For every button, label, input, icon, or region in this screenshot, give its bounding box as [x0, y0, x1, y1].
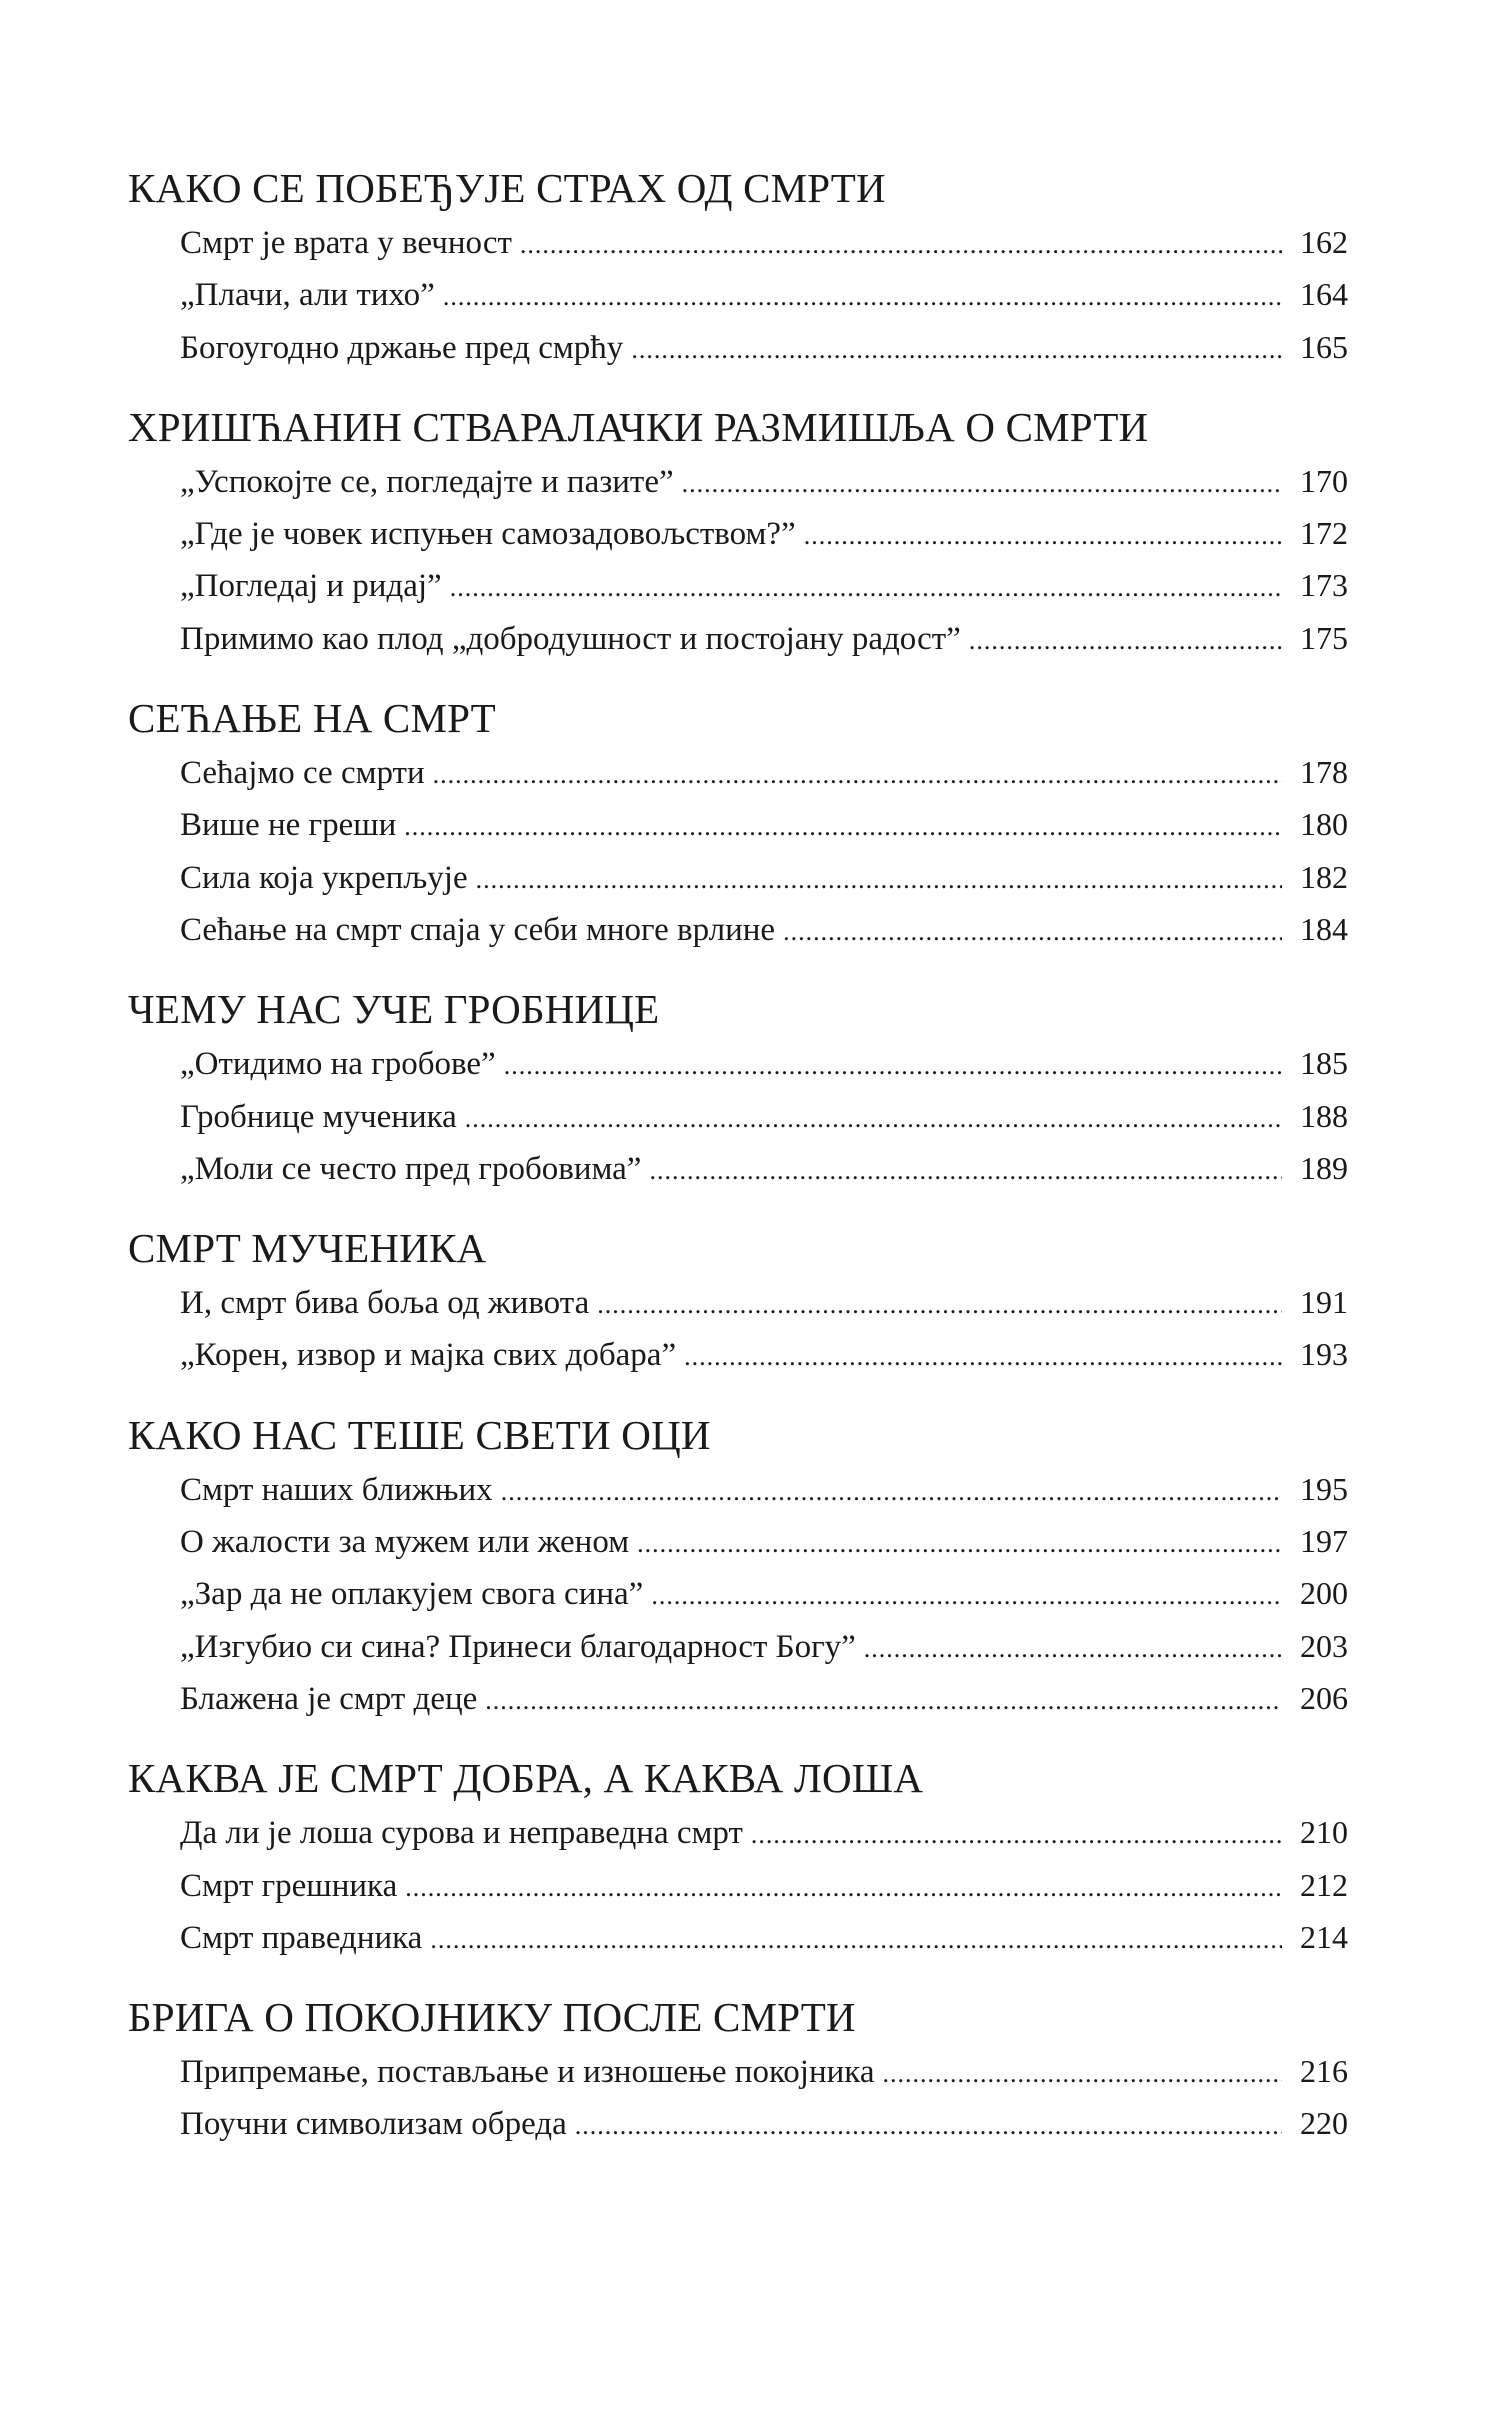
entry-title: О жалости за мужем или женом [180, 1524, 630, 1561]
entry-title: И, смрт бива боља од живота [180, 1285, 590, 1322]
toc-entry [180, 1328, 1348, 1380]
entry-title: Богоугодно држање пред смрћу [180, 329, 624, 366]
toc-section [128, 981, 1348, 1194]
entry-page-number: 162 [1300, 224, 1348, 260]
toc-entry [180, 612, 1348, 664]
section-title: БРИГА О ПОКОЈНИКУ ПОСЛЕ СМРТИ [128, 1994, 856, 2041]
entry-title: „Плачи, али тихо” [180, 277, 435, 314]
dot-leader [520, 219, 1282, 271]
toc-entry [180, 746, 1348, 798]
entry-title: „Изгубио си сина? Принеси благодарност Богу” [180, 1628, 856, 1665]
toc-entry [180, 2045, 1348, 2097]
entry-page-number: 184 [1300, 910, 1348, 947]
entry-title: Гробнице мученика [180, 1098, 457, 1135]
entry-page-number: 165 [1300, 328, 1348, 365]
toc-section [128, 160, 1348, 373]
dot-leader [465, 1093, 1282, 1145]
toc-entry [180, 1806, 1348, 1858]
dot-leader [450, 562, 1282, 614]
section-title: СЕЋАЊЕ НА СМРТ [128, 695, 496, 742]
section-title: ХРИШЋАНИН СТВАРАЛАЧКИ РАЗМИШЉА О СМРТИ [128, 403, 1149, 450]
entry-title: Смрт наших ближњих [180, 1471, 493, 1508]
toc-entry [180, 1037, 1348, 1089]
entry-title: Смрт грешника [180, 1867, 398, 1904]
toc-section [128, 1220, 1348, 1381]
entry-page-number: 216 [1300, 2053, 1348, 2090]
toc-entry [180, 1620, 1348, 1672]
entry-page-number: 195 [1300, 1470, 1348, 1507]
toc-entry [180, 1142, 1348, 1194]
dot-leader [433, 749, 1282, 801]
dot-leader [783, 906, 1282, 958]
toc-entry [180, 903, 1348, 955]
entry-title: Примимо као плод „добродушност и постојану радост” [180, 620, 961, 657]
dot-leader [882, 2048, 1282, 2100]
entry-page-number: 191 [1300, 1284, 1348, 1321]
toc-entry [180, 1672, 1348, 1724]
section-title: КАКО СЕ ПОБЕЂУЈЕ СТРАХ ОД СМРТИ [128, 165, 886, 211]
toc-entry [180, 1276, 1348, 1328]
dot-leader [443, 271, 1282, 323]
entry-page-number: 188 [1300, 1097, 1348, 1134]
dot-leader [476, 854, 1282, 906]
entry-title: Поучни символизам обреда [180, 2106, 567, 2143]
dot-leader [501, 1466, 1282, 1518]
entry-title: Сећајмо се смрти [180, 755, 425, 792]
toc-entry [180, 1463, 1348, 1515]
dot-leader [575, 2100, 1282, 2152]
dot-leader [597, 1279, 1282, 1331]
entry-page-number: 164 [1300, 276, 1348, 313]
dot-leader [404, 801, 1282, 853]
toc-entry [180, 1515, 1348, 1567]
toc-section [128, 690, 1348, 955]
dot-leader [864, 1623, 1282, 1675]
dot-leader [804, 510, 1282, 562]
dot-leader [682, 458, 1282, 510]
entry-title: Сила која укрепљује [180, 859, 468, 896]
entry-page-number: 193 [1300, 1336, 1348, 1373]
toc-entry [180, 1859, 1348, 1911]
entry-page-number: 197 [1300, 1523, 1348, 1560]
toc-section [128, 399, 1348, 664]
entry-page-number: 203 [1300, 1627, 1348, 1664]
section-title: ЧЕМУ НАС УЧЕ ГРОБНИЦЕ [128, 986, 660, 1033]
entry-title: Смрт праведника [180, 1919, 423, 1956]
toc-entry [180, 455, 1348, 507]
dot-leader [631, 324, 1282, 376]
entry-title: „Моли се често пред гробовима” [180, 1150, 642, 1187]
toc-entry [180, 798, 1348, 850]
dot-leader [684, 1331, 1282, 1383]
entry-page-number: 178 [1300, 754, 1348, 791]
entry-page-number: 189 [1300, 1149, 1348, 1186]
dot-leader [430, 1914, 1282, 1966]
toc-section [128, 1989, 1348, 2150]
section-title: КАКО НАС ТЕШЕ СВЕТИ ОЦИ [128, 1411, 711, 1458]
dot-leader [405, 1862, 1282, 1914]
dot-leader [637, 1518, 1282, 1570]
entry-page-number: 172 [1300, 515, 1348, 552]
entry-title: „Где је човек испуњен самозадовољством?” [180, 516, 796, 553]
entry-page-number: 170 [1300, 462, 1348, 499]
entry-title: „Зар да не оплакујем свога сина” [180, 1576, 644, 1613]
toc-entry [180, 1567, 1348, 1619]
entry-page-number: 173 [1300, 567, 1348, 604]
entry-page-number: 214 [1300, 1918, 1348, 1955]
dot-leader [969, 615, 1282, 667]
entry-title: „Успокојте се, погледајте и пазите” [180, 463, 674, 500]
entry-title: „Корен, извор и мајка свих добара” [180, 1337, 677, 1374]
dot-leader [504, 1040, 1282, 1092]
entry-title: Припремање, постављање и изношење покојника [180, 2054, 875, 2091]
entry-page-number: 212 [1300, 1866, 1348, 1903]
toc-entry [180, 1090, 1348, 1142]
entry-page-number: 182 [1300, 858, 1348, 895]
toc-entry [180, 268, 1348, 320]
toc-section [128, 1750, 1348, 1963]
entry-page-number: 180 [1300, 806, 1348, 843]
dot-leader [751, 1809, 1282, 1861]
dot-leader [649, 1145, 1282, 1197]
dot-leader [651, 1570, 1282, 1622]
dot-leader [485, 1675, 1282, 1727]
entry-title: Сећање на смрт спаја у себи многе врлине [180, 911, 776, 948]
section-title: КАКВА ЈЕ СМРТ ДОБРА, А КАКВА ЛОША [128, 1755, 924, 1802]
entry-page-number: 206 [1300, 1679, 1348, 1716]
toc-entry [180, 1911, 1348, 1963]
entry-title: Више не греши [180, 807, 397, 844]
toc-section [128, 1407, 1348, 1724]
toc-entry [180, 559, 1348, 611]
entry-page-number: 175 [1300, 619, 1348, 656]
table-of-contents [128, 160, 1348, 2176]
entry-title: „Отидимо на гробове” [180, 1046, 496, 1083]
entry-title: Да ли је лоша сурова и неправедна смрт [180, 1815, 743, 1852]
toc-entry [180, 2097, 1348, 2149]
toc-entry [180, 851, 1348, 903]
entry-title: Смрт је врата у вечност [180, 225, 512, 261]
toc-entry [180, 507, 1348, 559]
entry-page-number: 185 [1300, 1045, 1348, 1082]
entry-page-number: 210 [1300, 1814, 1348, 1851]
section-title: СМРТ МУЧЕНИКА [128, 1225, 487, 1272]
toc-entry [180, 216, 1348, 268]
entry-page-number: 200 [1300, 1575, 1348, 1612]
toc-entry [180, 321, 1348, 373]
entry-title: Блажена је смрт деце [180, 1680, 478, 1717]
entry-page-number: 220 [1300, 2105, 1348, 2142]
entry-title: „Погледај и ридај” [180, 568, 442, 605]
